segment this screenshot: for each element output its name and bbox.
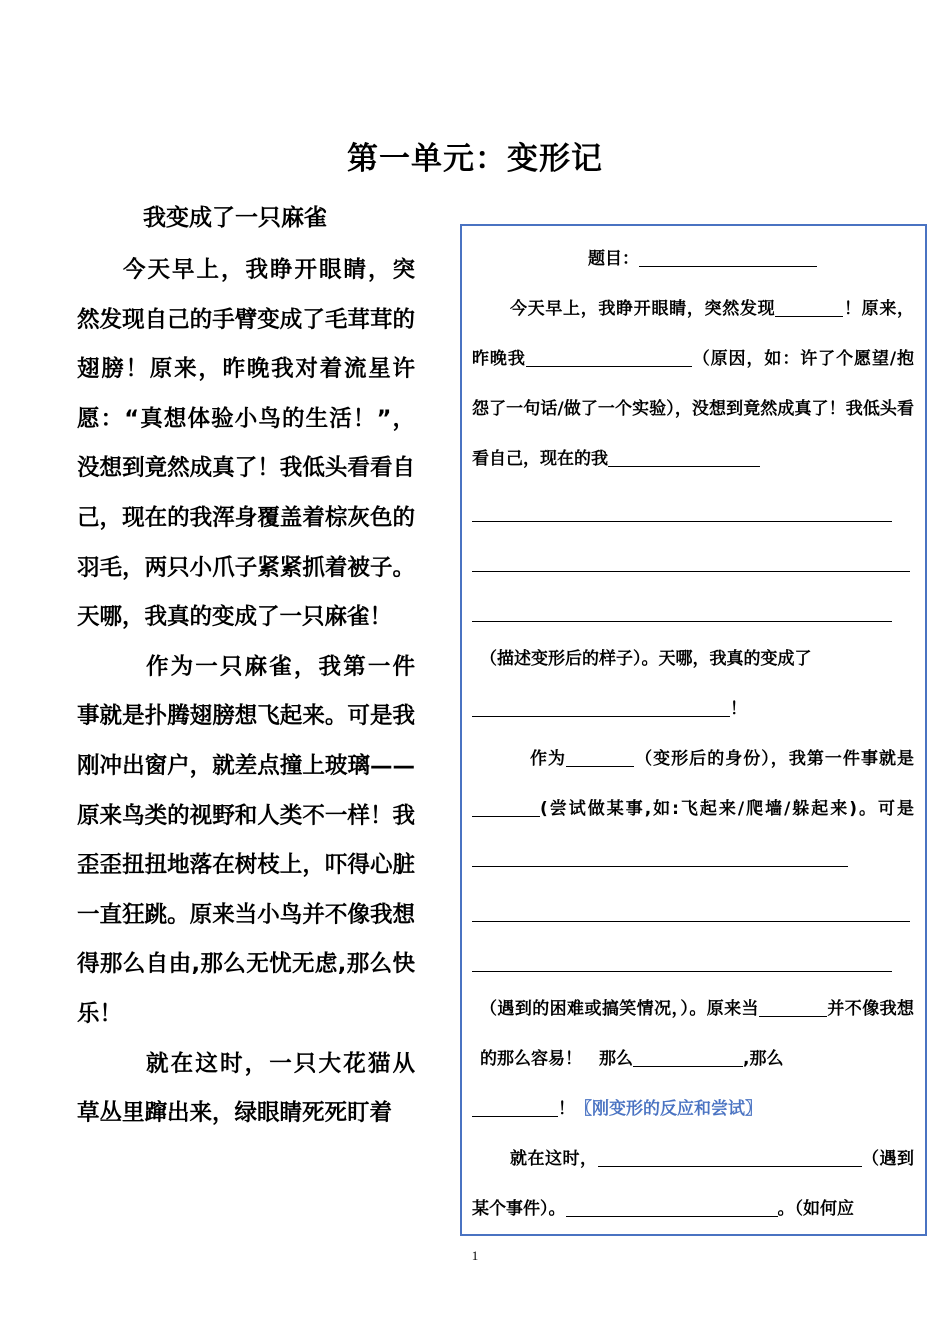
fill-blank[interactable] bbox=[472, 1098, 558, 1117]
template-text: （原因，如：许了个愿望/抱怨了一句话/做了一个实验），没想到竟然成真了！我低头看看自己，现在的我 bbox=[472, 349, 914, 469]
template-text: (尝试做某事,如:飞起来/爬墙/躲起来)。可是 bbox=[540, 799, 914, 819]
fill-blank[interactable] bbox=[598, 1148, 862, 1167]
template-text: ,那么 bbox=[743, 1049, 784, 1069]
template-text: ！ bbox=[730, 699, 747, 719]
section-note: 〖刚变形的反应和尝试〗 bbox=[575, 1099, 762, 1119]
fill-blank[interactable] bbox=[472, 698, 730, 717]
fill-blank[interactable] bbox=[633, 1048, 743, 1067]
fill-blank[interactable] bbox=[608, 448, 760, 467]
template-text: 。（如何应 bbox=[777, 1199, 854, 1219]
writing-template bbox=[472, 234, 914, 1234]
template-text: 并不像我想的那么容易！ 那么 bbox=[480, 999, 915, 1069]
fill-blank[interactable] bbox=[472, 848, 848, 867]
template-text: 作为 bbox=[530, 749, 567, 769]
fill-line[interactable] bbox=[472, 484, 914, 534]
fill-line[interactable] bbox=[472, 534, 914, 584]
page-title: 第一单元：变形记 bbox=[347, 141, 603, 177]
fill-blank[interactable] bbox=[775, 298, 843, 317]
story-paragraph: 就在这时，一只大花猫从草丛里蹿出来，绿眼睛死死盯着 bbox=[77, 1050, 415, 1127]
story-paragraph: 作为一只麻雀，我第一件事就是扑腾翅膀想飞起来。可是我刚冲出窗户，就差点撞上玻璃——原来鸟类的视野和人类不一样！我歪歪扭扭地落在树枝上，吓得心脏一直狂跳。原来当小鸟并不像我想得那么自由,那么无忧无虑,那么快乐！ bbox=[77, 653, 415, 1027]
template-title-label: 题目： bbox=[588, 249, 639, 269]
story-column bbox=[77, 198, 415, 1139]
fill-blank[interactable] bbox=[759, 998, 827, 1017]
fill-line[interactable] bbox=[472, 934, 914, 984]
template-text: （变形后的身份），我第一件事就是 bbox=[634, 749, 915, 769]
fill-blank[interactable] bbox=[472, 798, 540, 817]
title-blank[interactable] bbox=[639, 248, 817, 267]
template-text: 就在这时， bbox=[510, 1149, 598, 1169]
fill-line[interactable] bbox=[472, 584, 914, 634]
fill-blank[interactable] bbox=[566, 1198, 778, 1217]
fill-line[interactable] bbox=[472, 884, 914, 934]
template-text: （描述变形后的样子）。天哪，我真的变成了 bbox=[480, 649, 812, 669]
template-text: ！ bbox=[558, 1099, 575, 1119]
page-number: 1 bbox=[471, 1248, 479, 1263]
story-title: 我变成了一只麻雀 bbox=[143, 205, 327, 231]
story-paragraph: 今天早上，我睁开眼睛，突然发现自己的手臂变成了毛茸茸的翅膀！原来，昨晚我对着流星许愿：“真想体验小鸟的生活！”，没想到竟然成真了！我低头看看自己，现在的我浑身覆盖着棕灰色的羽毛，两只小爪子紧紧抓着被子。天哪，我真的变成了一只麻雀！ bbox=[77, 257, 415, 631]
template-text: ！原来，昨晚我 bbox=[472, 299, 915, 369]
template-text: （遇到某个事件）。 bbox=[472, 1149, 914, 1219]
template-text: 今天早上，我睁开眼睛，突然发现 bbox=[510, 299, 776, 319]
fill-blank[interactable] bbox=[566, 748, 634, 767]
template-text: （遇到的困难或搞笑情况，）。原来当 bbox=[480, 999, 759, 1019]
fill-blank[interactable] bbox=[526, 348, 692, 367]
